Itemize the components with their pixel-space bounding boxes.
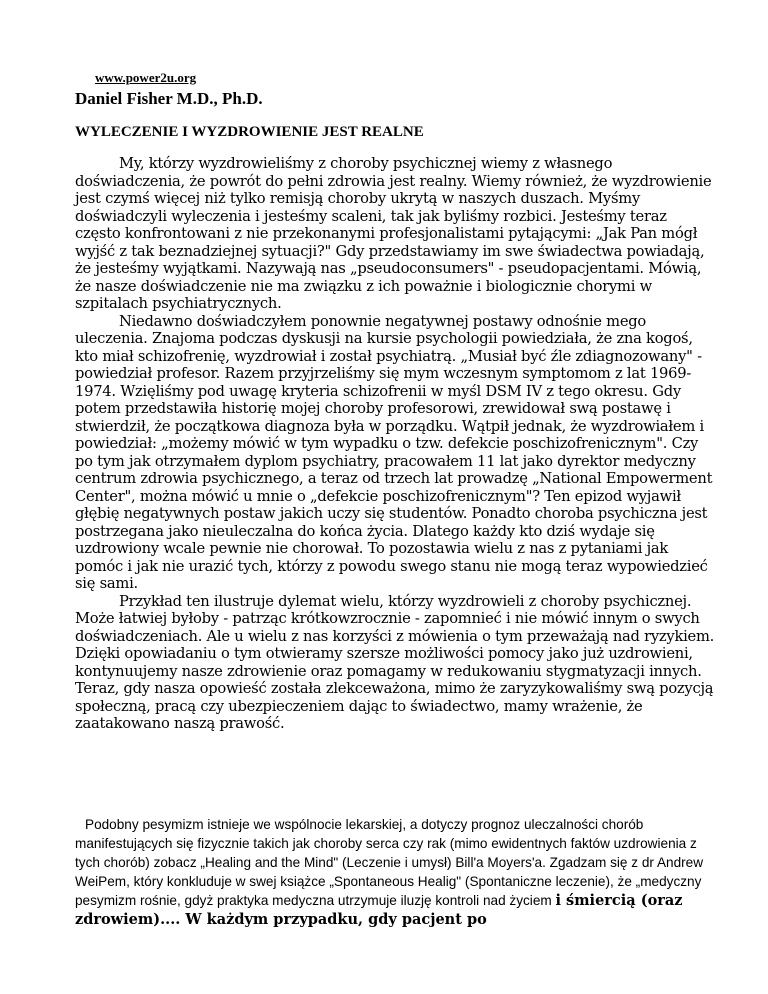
paragraph-4-bold-tail: i śmiercią (oraz zdrowiem).... W każdym przypadku, gdy pacjent po <box>75 891 683 928</box>
paragraph-2: Niedawno doświadczyłem ponownie negatywnej postawy odnośnie mego uleczenia. Znajoma podczas dyskusji na kursie psychologii powiedziała, że zna kogoś, kto miał schizofrenię, wyzdrowiał i został psychiatrą. „Musiał być źle zdiagnozowany" -powiedział profesor. Razem przyjrzeliśmy się mym wczesnym symptomom z lat 1969-1974. Wzięliśmy pod uwagę kryteria schizofrenii w myśl DSM IV z tego okresu. Gdy potem przedstawiła historię mojej choroby profesorowi, zrewidował swą postawę i stwierdził, że początkowa diagnoza była w porządku. Wątpił jednak, że wyzdrowiałem i powiedział: „możemy mówić w tym wypadku o tzw. defekcie poschizofrenicznym". Czy po tym jak otrzymałem dyplom psychiatry, pracowałem 11 lat jako dyrektor medyczny centrum zdrowia psychicznego, a teraz od trzech lat prowadzę „National Empowerment Center", można mówić u mnie o „defekcie poschizofrenicznym"? Ten epizod wyjawił głębię negatywnych postaw jakich uczy się studentów. Ponadto choroba psychiczna jest postrzegana jako nieuleczalna do końca życia. Dlatego każdy kto dziś wydaje się uzdrowiony wcale pewnie nie chorował. To pozostawia wielu z nas z pytaniami jak pomóc i jak nie urazić tych, którzy z powodu swego stanu nie mogą teraz wypowiedzieć się sami. <box>75 312 713 592</box>
source-url-link[interactable]: www.power2u.org <box>95 70 197 85</box>
paragraph-4 <box>75 815 725 929</box>
author-name: Daniel Fisher M.D., Ph.D. <box>75 89 263 108</box>
paragraph-4-text: Podobny pesymizm istnieje we wspólnocie lekarskiej, a dotyczy prognoz uleczalności chorób manifestujących się fizycznie takich jak choroby serca czy rak (mimo ewidentnych faktów uzdrowienia z tych chorób) zobacz „Healing and the Mind" (Leczenie i umysł) Bill'a Moyers'a. Zgadzam się z dr Andrew WeiPem, który konkluduje w swej książce „Spontaneous Healig" (Spontaniczne leczenie), że „medyczny pesymizm rośnie, gdyż praktyka medyczna utrzymuje iluzję kontroli nad życiem <box>75 816 704 908</box>
article-title: WYLECZENIE I WYZDROWIENIE JEST REALNE <box>75 124 424 140</box>
article-body <box>75 155 715 733</box>
paragraph-3: Przykład ten ilustruje dylemat wielu, którzy wyzdrowieli z choroby psychicznej. Może łatwiej byłoby - patrząc krótkowzrocznie - zapomnieć i nie mówić innym o swych doświadczeniach. Ale u wielu z nas korzyści z mówienia o tym przeważają nad ryzykiem. Dzięki opowiadaniu o tym otwieramy szersze możliwości pomocy jako już uzdrowieni, kontynuujemy nasze zdrowienie oraz pomagamy w redukowaniu stygmatyzacji innych. Teraz, gdy nasza opowieść została zlekceważona, mimo że zaryzykowaliśmy swą pozycją społeczną, pracą czy ubezpieczeniem dając to świadectwo, mamy wrażenie, że zaatakowano naszą prawość. <box>75 592 715 732</box>
paragraph-1: My, którzy wyzdrowieliśmy z choroby psychicznej wiemy z własnego doświadczenia, że powrót do pełni zdrowia jest realny. Wiemy również, że wyzdrowienie jest czymś więcej niż tylko remisją choroby ukrytą w naszych duszach. Myśmy doświadczyli wyleczenia i jesteśmy scaleni, tak jak byliśmy rozbici. Jesteśmy teraz często konfrontowani z nie przekonanymi profesjonalistami pytającymi: „Jak Pan mógł wyjść z tak beznadziejnej sytuacji?" Gdy przedstawiamy im swe świadectwa powiadają, że jesteśmy wyjątkami. Nazywają nas „pseudoconsumers" - pseudopacjentami. Mówią, że nasze doświadczenie nie ma związku z ich poważnie i biologicznie chorymi w szpitalach psychiatrycznych. <box>75 155 712 312</box>
